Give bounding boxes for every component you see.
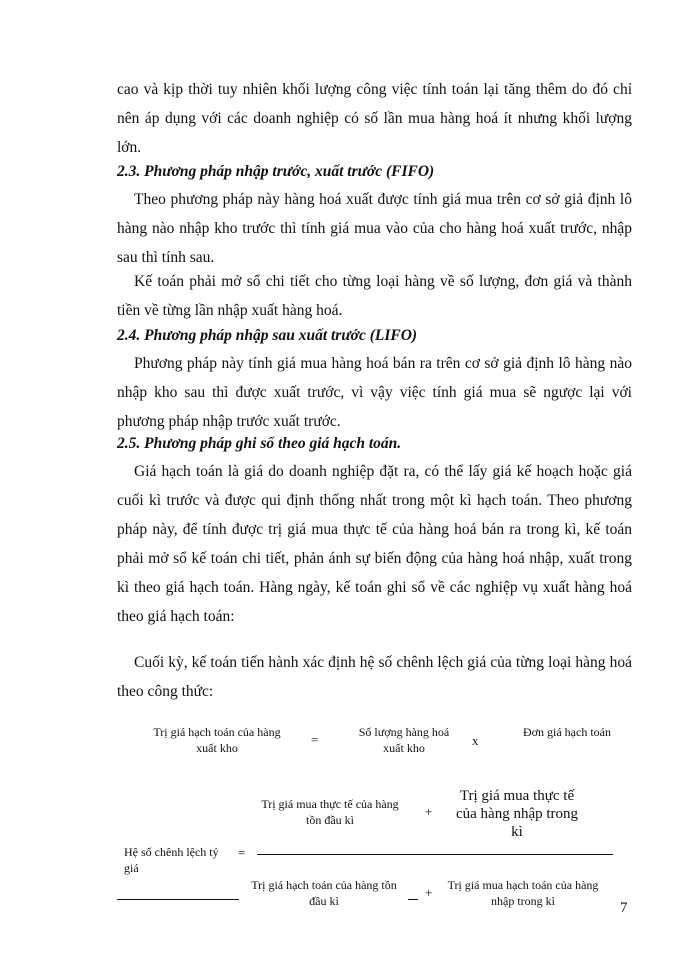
fraction-bar bbox=[257, 854, 613, 855]
footnote-separator bbox=[117, 899, 239, 900]
formula2-numerator-purchases: Trị giá mua thực tế của hàng nhập trong kì bbox=[455, 788, 579, 840]
formula1-unit-price: Đơn giá hạch toán bbox=[523, 725, 611, 739]
minus-mark bbox=[408, 899, 418, 900]
formula2-denominator-opening: Trị giá hạch toán của hàng tồn đầu kì bbox=[251, 878, 397, 908]
heading-2-3: 2.3. Phương pháp nhập trước, xuất trước (FIFO) bbox=[117, 163, 435, 180]
paragraph-6: Cuối kỳ, kế toán tiến hành xác định hệ số chênh lệch giá của từng loại hàng hoá theo công thức: bbox=[117, 654, 632, 700]
formula2-equals: = bbox=[238, 845, 246, 860]
formula2-numerator-opening: Trị giá mua thực tế của hàng tồn đầu kì bbox=[261, 797, 399, 827]
formula1-equals: = bbox=[311, 732, 319, 747]
heading-2-5: 2.5. Phương pháp ghi sổ theo giá hạch toán. bbox=[117, 435, 402, 452]
formula1-quantity: Số lượng hàng hoá xuất kho bbox=[358, 725, 450, 755]
formula1-times: x bbox=[472, 733, 479, 748]
formula2-plus-top: + bbox=[425, 804, 433, 819]
heading-2-4: 2.4. Phương pháp nhập sau xuất trước (LIFO) bbox=[117, 327, 418, 344]
paragraph-1: cao và kịp thời tuy nhiên khối lượng công việc tính toán lại tăng thêm do đó chỉ nên áp dụng với các doanh nghiệp có số lần mua hàng hoá ít nhưng khối lượng lớn. bbox=[117, 81, 632, 156]
paragraph-2: Theo phương pháp này hàng hoá xuất được tính giá mua trên cơ sở giả định lô hàng nào nhập kho trước thì tính giá mua vào của cho hàng hoá xuất trước, nhập sau thì tính sau. bbox=[117, 191, 632, 266]
page-number: 7 bbox=[620, 900, 628, 916]
formula2-lhs: Hệ số chênh lệch tỷ giá bbox=[124, 845, 219, 875]
formula1-lhs: Trị giá hạch toán của hàng xuất kho bbox=[153, 725, 281, 755]
formula2-denominator-purchases: Trị giá mua hạch toán của hàng nhập trong kì bbox=[447, 878, 599, 908]
formula2-plus-bottom: + bbox=[425, 885, 433, 900]
paragraph-3: Kế toán phải mở sổ chi tiết cho từng loại hàng về số lượng, đơn giá và thành tiền về từng lần nhập xuất hàng hoá. bbox=[117, 273, 632, 319]
paragraph-5: Giá hạch toán là giá do doanh nghiệp đặt ra, có thể lấy giá kế hoạch hoặc giá cuối kì trước và được qui định thống nhất trong một kì hạch toán. Theo phương pháp này, để tính được trị giá mua thực tế của hàng hoá bán ra trong kì, kế toán phải mở sổ kế toán chi tiết, phản ánh sự biến động của hàng hoá nhập, xuất trong kì theo giá hạch toán. Hàng ngày, kế toán ghi sổ về các nghiệp vụ xuất hàng hoá theo giá hạch toán: bbox=[117, 463, 632, 625]
paragraph-4: Phương pháp này tính giá mua hàng hoá bán ra trên cơ sở giả định lô hàng nào nhập kho sau thì được xuất trước, vì vậy việc tính giá mua sẽ ngược lại với phương pháp nhập trước xuất trước. bbox=[117, 355, 632, 430]
